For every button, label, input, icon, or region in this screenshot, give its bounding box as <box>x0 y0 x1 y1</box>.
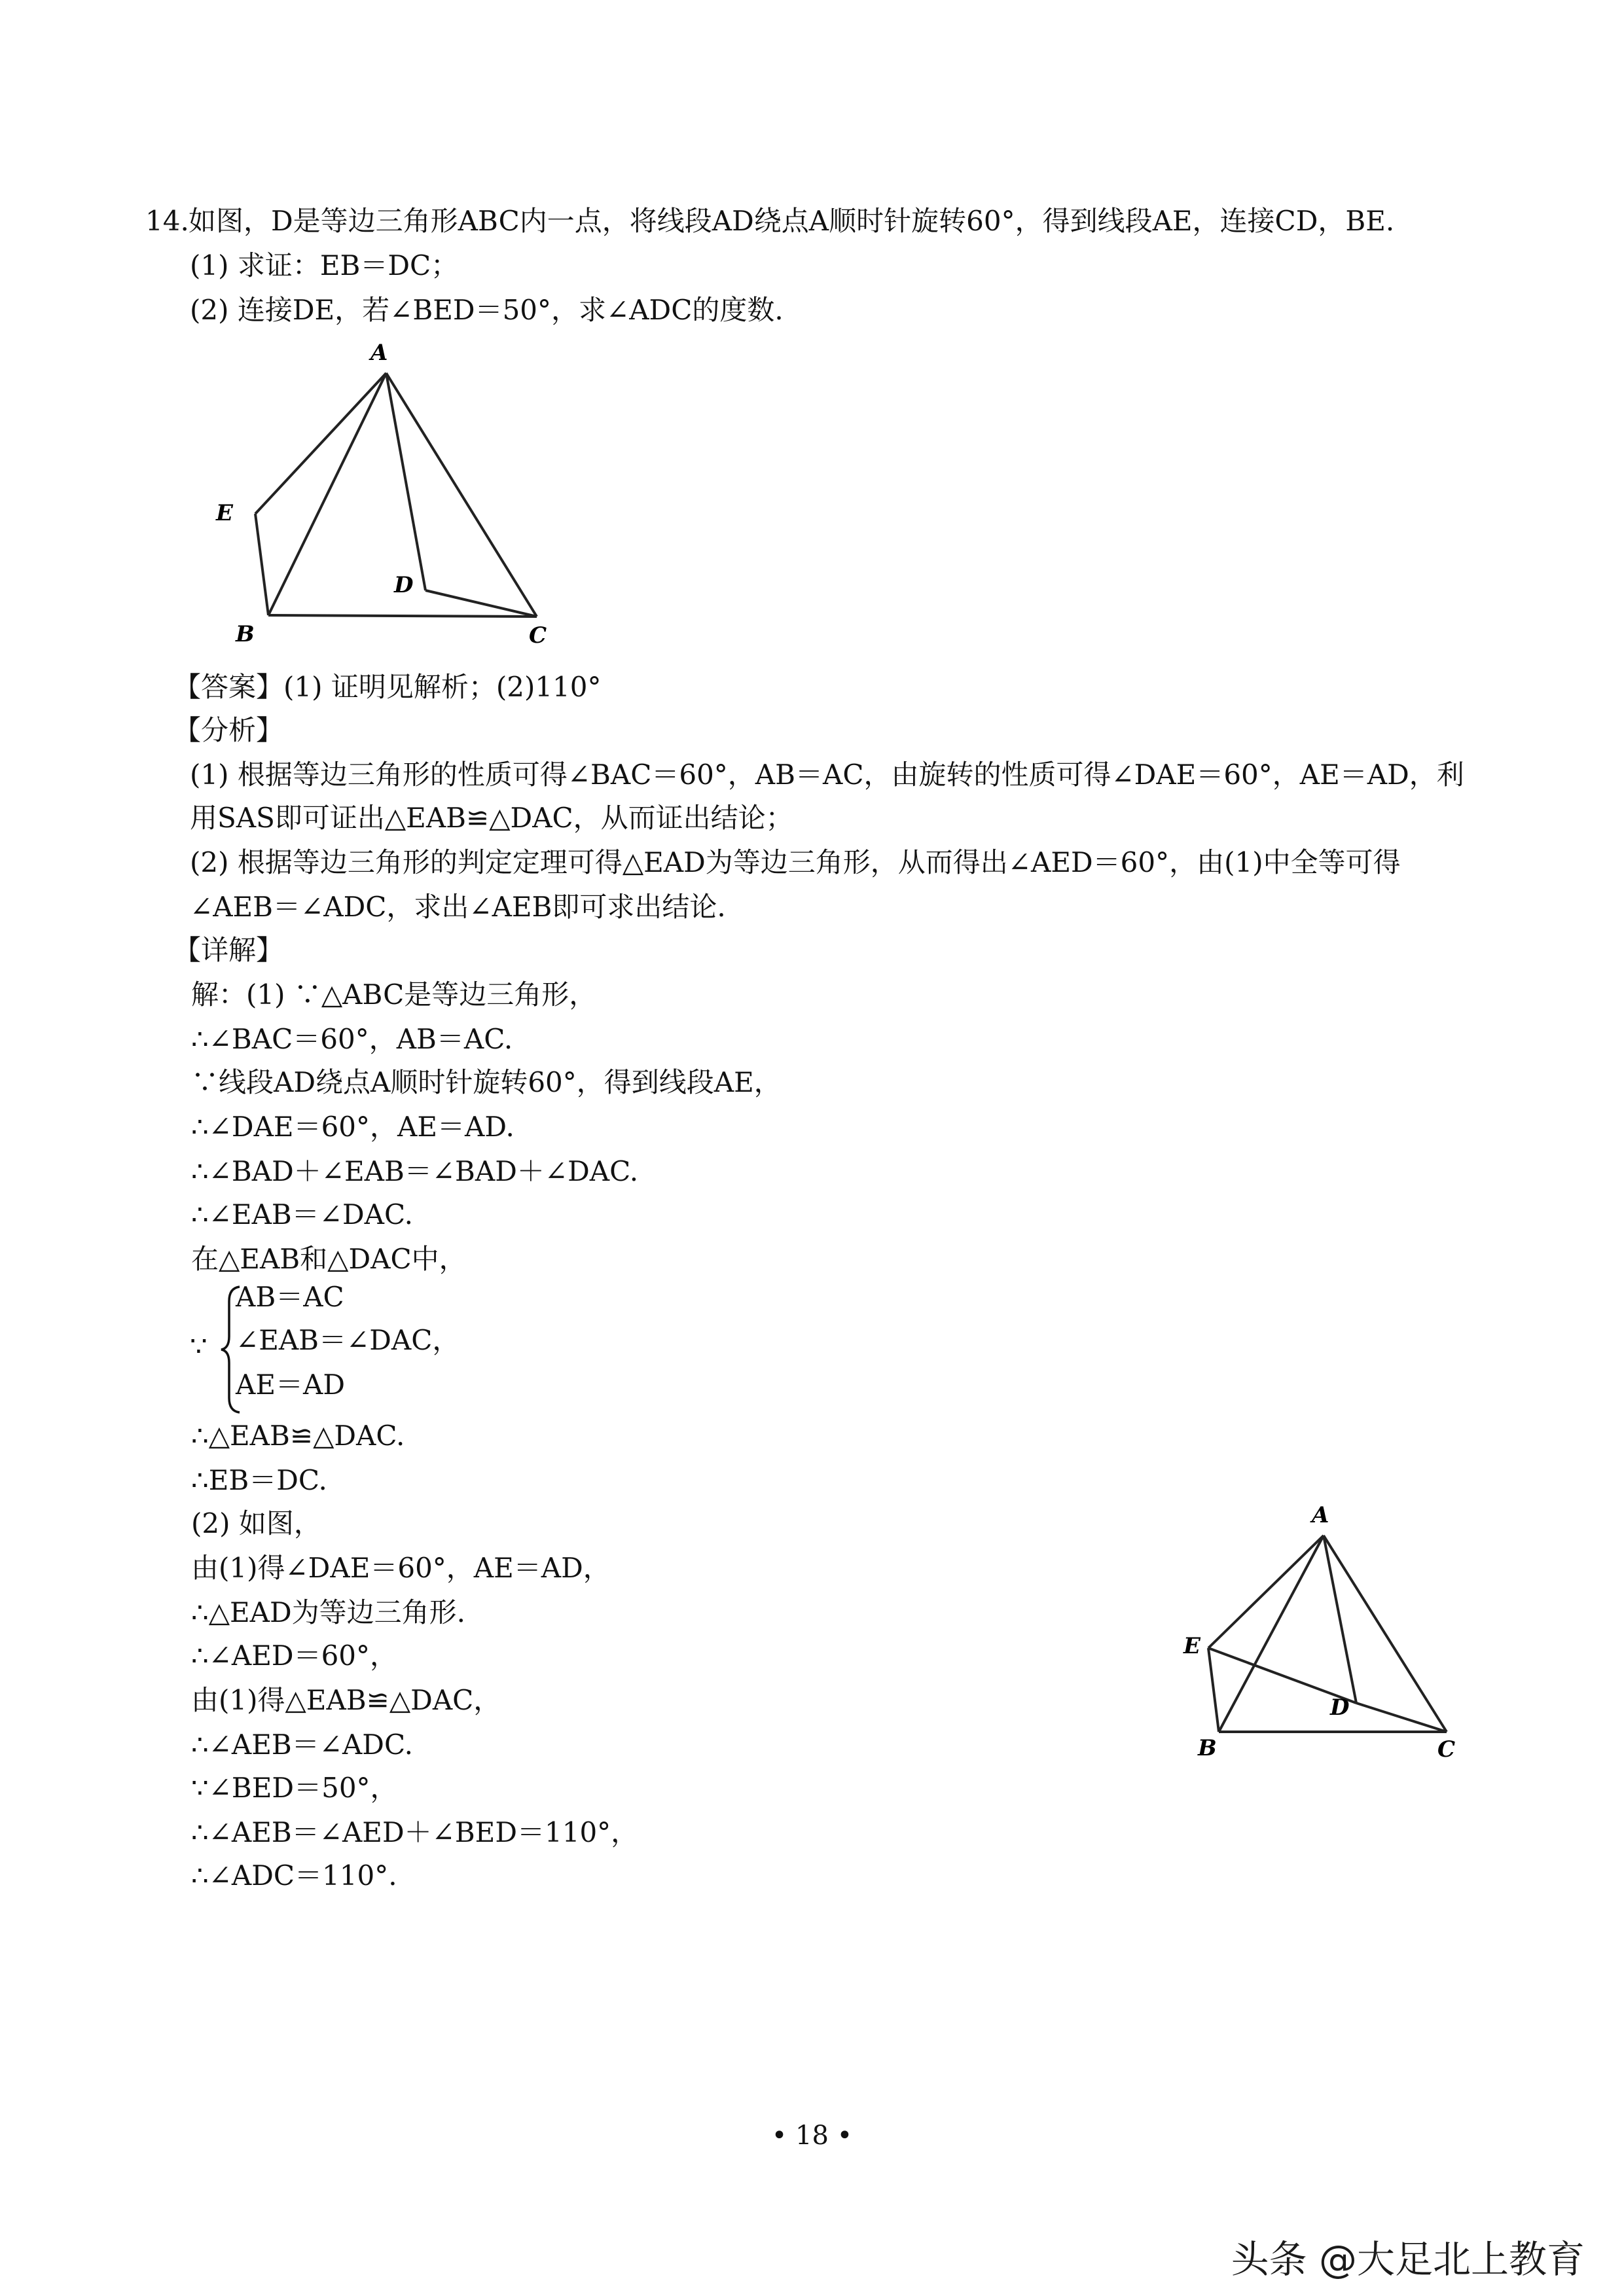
answer-line: 【答案】(1) 证明见解析；(2)110° <box>173 671 602 703</box>
analysis-line-3: (2) 根据等边三角形的判定定理可得△EAD为等边三角形，从而得出∠AED＝60°，由(1)中全等可得 <box>190 846 1401 878</box>
label-B: B <box>236 621 255 647</box>
watermark: 头条 @大足北上教育 <box>1231 2237 1585 2282</box>
system-line-2: ∠EAB＝∠DAC， <box>236 1324 460 1356</box>
analysis-line-4: ∠AEB＝∠ADC，求出∠AEB即可求出结论. <box>190 891 726 923</box>
segment-BC <box>268 615 537 617</box>
segment-AE <box>255 373 386 514</box>
solution-1-line-4: ∴∠DAE＝60°，AE＝AD. <box>191 1111 514 1143</box>
solution-1-line-7: 在△EAB和△DAC中， <box>191 1243 467 1275</box>
label-D: D <box>394 572 414 598</box>
detail-heading: 【详解】 <box>173 934 284 966</box>
page-number: • 18 • <box>771 2121 853 2151</box>
solution-2-line-7: ∵∠BED＝50°， <box>191 1772 398 1804</box>
geometry-figure-1 <box>196 334 563 655</box>
solution-1-conclusion-1: ∴△EAB≌△DAC. <box>191 1420 405 1452</box>
analysis-heading: 【分析】 <box>173 714 284 746</box>
label-D: D <box>1330 1695 1350 1721</box>
label-B: B <box>1198 1735 1217 1761</box>
solution-2-line-6: ∴∠AEB＝∠ADC. <box>191 1729 413 1761</box>
question-number: 14. <box>145 205 189 237</box>
segment-EB <box>1208 1648 1219 1732</box>
solution-1-line-3: ∵线段AD绕点A顺时针旋转60°，得到线段AE， <box>191 1066 782 1098</box>
solution-2-line-5: 由(1)得△EAB≌△DAC， <box>191 1684 501 1716</box>
question-stem: 如图，D是等边三角形ABC内一点，将线段AD绕点A顺时针旋转60°，得到线段AE，连接CD，BE. <box>189 205 1395 237</box>
label-E: E <box>1183 1633 1200 1659</box>
segment-EB <box>255 514 268 615</box>
solution-1-conclusion-2: ∴EB＝DC. <box>191 1464 327 1496</box>
system-line-1: AB＝AC <box>236 1281 344 1313</box>
segment-AB <box>268 373 386 615</box>
solution-1-line-5: ∴∠BAD＋∠EAB＝∠BAD＋∠DAC. <box>191 1155 639 1187</box>
solution-2-line-1: (2) 如图， <box>191 1507 321 1539</box>
geometry-figure-2 <box>1178 1499 1486 1774</box>
label-A: A <box>1312 1502 1329 1528</box>
question-part-2: (2) 连接DE，若∠BED＝50°，求∠ADC的度数. <box>190 294 784 326</box>
solution-2-line-3: ∴△EAD为等边三角形. <box>191 1596 466 1628</box>
analysis-line-2: 用SAS即可证出△EAB≌△DAC，从而证出结论； <box>190 802 793 834</box>
label-A: A <box>370 340 388 366</box>
question-part-1: (1) 求证：EB＝DC； <box>190 249 459 281</box>
solution-2-line-4: ∴∠AED＝60°， <box>191 1640 398 1672</box>
because-symbol: ∵ <box>190 1330 208 1362</box>
solution-2-line-9: ∴∠ADC＝110°. <box>191 1859 397 1892</box>
system-line-3: AE＝AD <box>236 1369 345 1401</box>
solution-1-line-6: ∴∠EAB＝∠DAC. <box>191 1198 413 1230</box>
label-E: E <box>216 500 233 526</box>
label-C: C <box>529 622 547 649</box>
segment-DC <box>1356 1703 1447 1732</box>
label-C: C <box>1437 1736 1456 1763</box>
segment-DC <box>425 590 537 617</box>
solution-1-line-2: ∴∠BAC＝60°，AB＝AC. <box>191 1023 513 1055</box>
analysis-line-1: (1) 根据等边三角形的性质可得∠BAC＝60°，AB＝AC，由旋转的性质可得∠DAE＝60°，AE＝AD，利 <box>190 759 1464 791</box>
solution-1-line-1: 解：(1) ∵△ABC是等边三角形， <box>191 978 597 1011</box>
solution-2-line-2: 由(1)得∠DAE＝60°，AE＝AD， <box>191 1552 611 1584</box>
segment-AE <box>1208 1535 1324 1648</box>
segment-AB <box>1219 1535 1324 1732</box>
solution-2-line-8: ∴∠AEB＝∠AED＋∠BED＝110°， <box>191 1816 639 1848</box>
